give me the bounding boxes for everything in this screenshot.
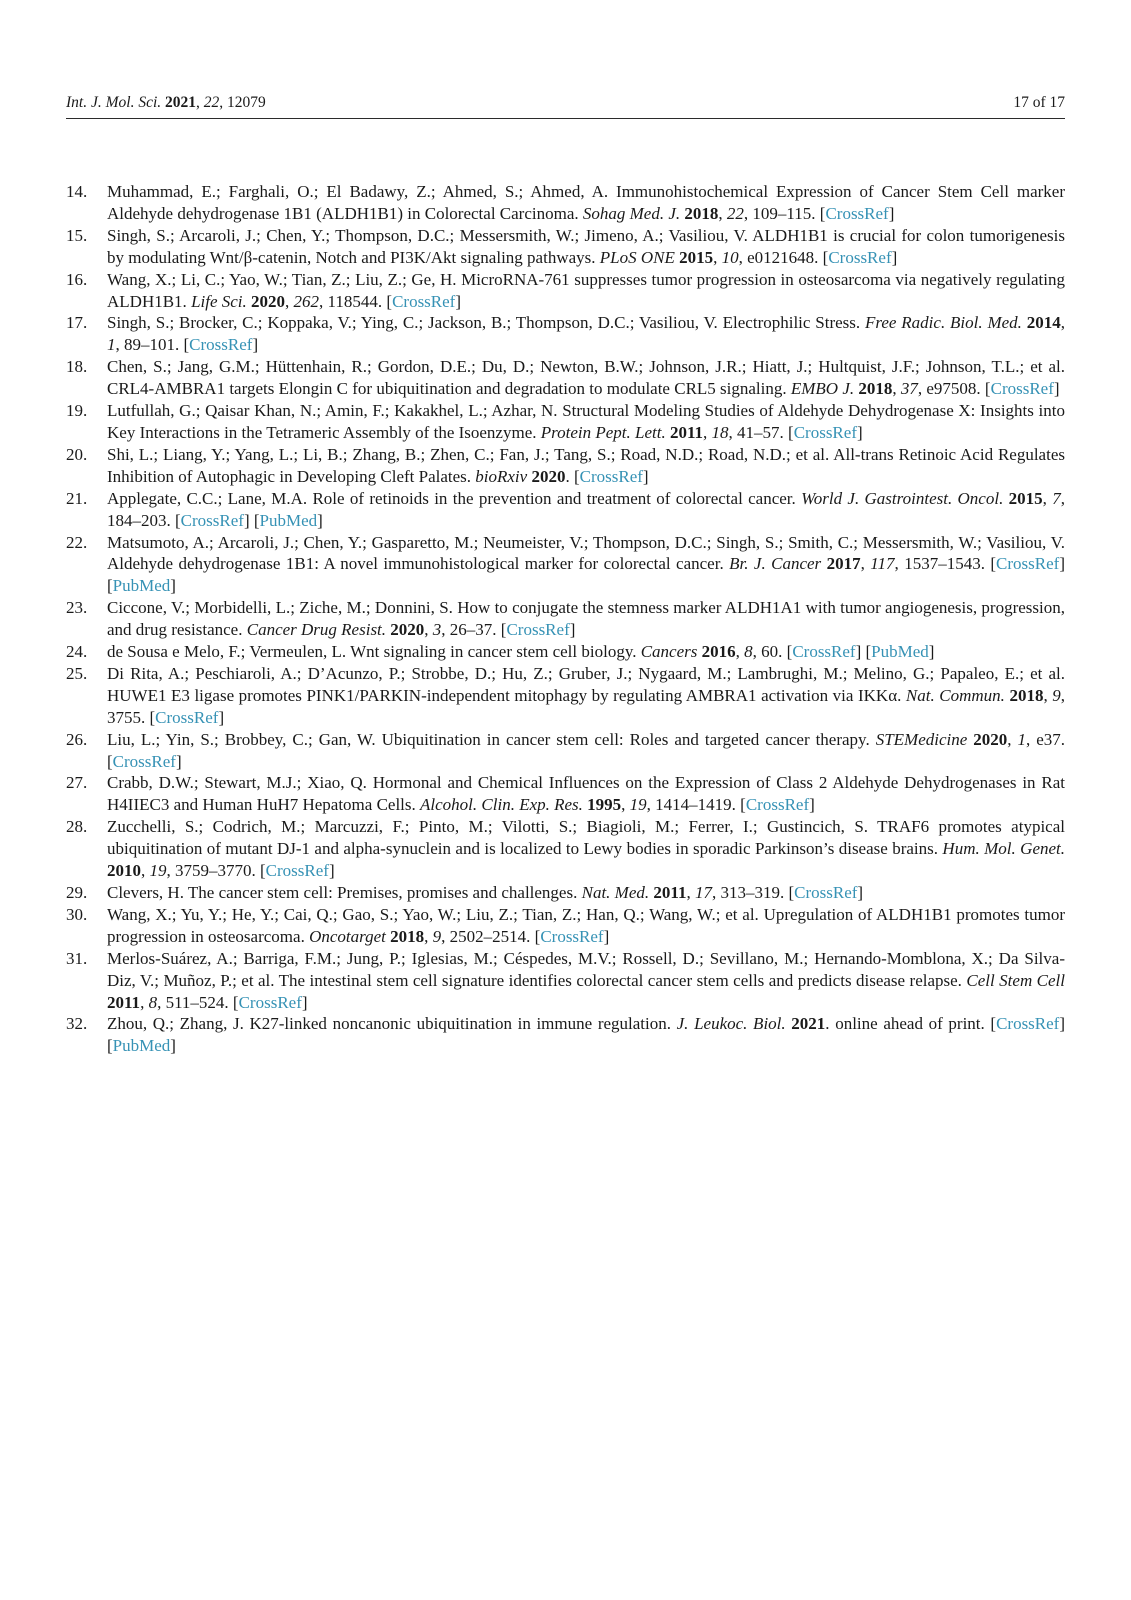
text-segment: 2018	[858, 379, 893, 399]
text-segment: ]	[569, 620, 576, 640]
text-segment: ]	[1053, 379, 1060, 399]
text-segment: STEMedicine	[875, 729, 974, 749]
text-segment: Singh, S.; Arcaroli, J.; Chen, Y.; Thompson, D.C.; Messersmith, W.; Jimeno, A.; Vasiliou, V. ALDH1B1 is crucial for colon tumorigenesis by modulating Wnt/β-catenin, Notch and PI3K/Akt signaling pathways.	[107, 225, 1065, 267]
text-segment: Crabb, D.W.; Stewart, M.J.; Xiao, Q. Hormonal and Chemical Influences on the Expression of Class 2 Aldehyde Dehydrogenases in Rat H4IIEC3 and Human HuH7 Hepatoma Cells.	[107, 773, 1065, 815]
pubmed-link[interactable]: PubMed	[871, 642, 929, 662]
text-segment: 17	[694, 883, 712, 902]
text-segment: Free Radic. Biol. Med.	[865, 313, 1027, 333]
reference-item	[66, 663, 1065, 729]
text-segment: , 89–101. [	[115, 335, 190, 355]
text-segment: 19	[629, 795, 647, 815]
text-segment: 1	[1017, 729, 1026, 749]
text-segment: Chen, S.; Jang, G.M.; Hüttenhain, R.; Gordon, D.E.; Du, D.; Newton, B.W.; Johnson, J.R.; Hiatt, J.; Hultquist, J.F.; Johnson, T.L.; et al. CRL4-AMBRA1 targets Elongin C for ubiquitination and degradation to modulate CRL5 signaling.	[107, 357, 1065, 399]
text-segment: 2010	[107, 861, 141, 881]
crossref-link[interactable]: CrossRef	[825, 203, 889, 223]
page-number-indicator: 17 of 17	[1013, 94, 1065, 111]
text-segment: , e0121648. [	[738, 247, 829, 267]
text-segment: , 511–524. [	[157, 992, 239, 1012]
text-segment: ,	[1007, 729, 1018, 749]
text-segment: Int. J. Mol. Sci.	[66, 94, 166, 111]
text-segment: Life Sci.	[191, 291, 252, 311]
text-segment: Lutfullah, G.; Qaisar Khan, N.; Amin, F.; Kakakhel, L.; Azhar, N. Structural Modeling Studies of Aldehyde Dehydrogenase X: Insights into Key Interactions in the Tetrameric Assembly of the Isoenzyme.	[107, 401, 1065, 442]
reference-text	[107, 226, 1065, 267]
reference-item	[66, 597, 1065, 641]
reference-item	[66, 225, 1065, 269]
reference-number: 22.	[66, 532, 88, 552]
text-segment: ]	[252, 335, 259, 355]
reference-item	[66, 181, 1065, 225]
text-segment: Sohag Med. J.	[582, 203, 685, 223]
text-segment: 2018	[1009, 685, 1044, 705]
pubmed-link[interactable]: PubMed	[112, 576, 171, 596]
crossref-link[interactable]: CrossRef	[793, 422, 857, 442]
reference-text	[107, 270, 1065, 311]
text-segment: 2018	[684, 203, 719, 223]
text-segment: ]	[603, 926, 610, 946]
reference-number: 31.	[66, 948, 88, 968]
reference-list	[66, 181, 1065, 1057]
reference-number: 15.	[66, 225, 88, 245]
reference-text	[107, 598, 1065, 639]
reference-text	[107, 357, 1065, 398]
reference-item	[66, 532, 1065, 598]
text-segment: ]	[455, 291, 462, 311]
text-segment: 2015	[679, 247, 714, 267]
text-segment: ,	[424, 620, 433, 640]
reference-item	[66, 948, 1065, 1014]
crossref-link[interactable]: CrossRef	[112, 751, 176, 771]
text-segment: Oncotarget	[309, 926, 391, 946]
reference-item	[66, 904, 1065, 948]
text-segment: , 313–319. [	[711, 883, 795, 902]
text-segment: . [	[565, 466, 580, 486]
reference-text	[107, 182, 1065, 223]
crossref-link[interactable]: CrossRef	[996, 554, 1060, 574]
text-segment: Cancer Drug Resist.	[246, 620, 391, 640]
text-segment: ]	[809, 795, 815, 815]
text-segment: , 3755. [	[107, 685, 1065, 727]
crossref-link[interactable]: CrossRef	[828, 247, 892, 267]
reference-text	[107, 773, 1065, 814]
text-segment: 2020	[251, 291, 286, 311]
reference-item	[66, 444, 1065, 488]
text-segment: ] [	[855, 642, 872, 662]
header-rule	[66, 118, 1065, 119]
text-segment: Clevers, H. The cancer stem cell: Premises, promises and challenges.	[107, 883, 582, 902]
text-segment: ,	[718, 203, 727, 223]
reference-text	[107, 949, 1065, 1012]
text-segment: ]	[891, 247, 898, 267]
text-segment: ] [	[107, 1014, 1066, 1056]
text-segment: ,	[141, 861, 150, 881]
text-segment: ]	[170, 1036, 176, 1056]
text-segment: EMBO J.	[790, 379, 859, 399]
text-segment: 2020	[973, 729, 1008, 749]
text-segment: 3	[432, 620, 442, 640]
text-segment: , 60. [	[752, 642, 793, 662]
reference-number: 20.	[66, 444, 88, 464]
reference-number: 30.	[66, 904, 88, 924]
reference-number: 28.	[66, 817, 88, 837]
text-segment: ,	[713, 247, 722, 267]
text-segment: , 109–115. [	[743, 203, 826, 223]
reference-item	[66, 641, 1065, 663]
text-segment: ]	[218, 707, 225, 727]
text-segment: ]	[317, 510, 323, 530]
crossref-link[interactable]: CrossRef	[265, 861, 329, 881]
reference-text	[107, 730, 1065, 771]
pubmed-link[interactable]: PubMed	[259, 510, 318, 530]
text-segment: 1995	[587, 795, 622, 815]
reference-number: 19.	[66, 401, 88, 421]
text-segment: 9	[432, 926, 442, 946]
text-segment: ,	[1042, 488, 1053, 508]
reference-number: 23.	[66, 598, 88, 618]
text-segment: ]	[928, 642, 935, 662]
page-header	[66, 94, 1065, 112]
text-segment: , 12079	[219, 94, 266, 111]
text-segment: ] [	[243, 510, 260, 530]
reference-item	[66, 1013, 1065, 1057]
reference-number: 17.	[66, 313, 88, 333]
reference-item	[66, 356, 1065, 400]
reference-number: 18.	[66, 357, 88, 377]
reference-item	[66, 729, 1065, 773]
crossref-link[interactable]: CrossRef	[189, 335, 253, 355]
reference-item	[66, 772, 1065, 816]
text-segment: ,	[860, 554, 871, 574]
text-segment: , 41–57. [	[728, 422, 794, 442]
text-segment: ]	[857, 883, 864, 902]
reference-text	[107, 817, 1065, 880]
reference-text	[107, 401, 1065, 442]
text-segment: , 3759–3770. [	[166, 861, 266, 881]
text-segment: , 26–37. [	[441, 620, 507, 640]
text-segment: ,	[196, 94, 204, 111]
crossref-link[interactable]: CrossRef	[155, 707, 219, 727]
text-segment: 2018	[390, 926, 425, 946]
text-segment: 2011	[107, 992, 141, 1012]
text-segment: PLoS ONE	[599, 247, 680, 267]
text-segment: Alcohol. Clin. Exp. Res.	[420, 795, 588, 815]
text-segment: ,	[892, 379, 901, 399]
text-segment: 18	[711, 422, 729, 442]
text-segment: Protein Pept. Lett.	[540, 422, 670, 442]
reference-text	[107, 883, 863, 902]
text-segment: 2021	[165, 94, 197, 111]
text-segment: bioRxiv	[475, 466, 532, 486]
reference-text	[107, 1014, 1065, 1055]
text-segment: 8	[148, 992, 158, 1012]
text-segment: , 1537–1543. [	[894, 554, 997, 574]
text-segment: ] [	[107, 554, 1065, 596]
text-segment: ,	[1043, 685, 1053, 705]
reference-number: 32.	[66, 1014, 88, 1034]
pubmed-link[interactable]: PubMed	[112, 1036, 171, 1056]
text-segment: Liu, L.; Yin, S.; Brobbey, C.; Gan, W. Ubiquitination in cancer stem cell: Roles and targeted cancer therapy.	[107, 729, 876, 749]
reference-number: 21.	[66, 488, 88, 508]
text-segment: Cell Stem Cell	[966, 970, 1065, 990]
text-segment: Applegate, C.C.; Lane, M.A. Role of retinoids in the prevention and treatment of colorectal cancer.	[107, 488, 802, 508]
text-segment: ,	[686, 883, 695, 902]
reference-number: 16.	[66, 269, 88, 289]
reference-number: 27.	[66, 773, 88, 793]
crossref-link[interactable]: CrossRef	[506, 620, 570, 640]
text-segment: 7	[1052, 488, 1061, 508]
reference-item	[66, 312, 1065, 356]
reference-number: 26.	[66, 729, 88, 749]
text-segment: Wang, X.; Li, C.; Yao, W.; Tian, Z.; Liu, Z.; Ge, H. MicroRNA-761 suppresses tumor progression in osteosarcoma via negatively regulating ALDH1B1.	[107, 269, 1065, 311]
text-segment: 117	[870, 554, 895, 574]
text-segment: ,	[621, 795, 630, 815]
text-segment: 9	[1052, 685, 1061, 705]
crossref-link[interactable]: CrossRef	[745, 795, 810, 815]
text-segment: 37	[900, 379, 918, 399]
text-segment: ,	[1060, 313, 1065, 333]
reference-text	[107, 313, 1065, 354]
text-segment: Wang, X.; Yu, Y.; He, Y.; Cai, Q.; Gao, S.; Yao, W.; Liu, Z.; Tian, Z.; Han, Q.; Wang, W.; et al. Upregulation of ALDH1B1 promotes tumor progression in osteosarcoma.	[107, 904, 1065, 946]
reference-text	[107, 642, 934, 661]
reference-text	[107, 664, 1065, 727]
text-segment: J. Leukoc. Biol.	[676, 1014, 792, 1034]
text-segment: ]	[301, 992, 308, 1012]
text-segment: , 118544. [	[319, 291, 393, 311]
text-segment: Ciccone, V.; Morbidelli, L.; Ziche, M.; Donnini, S. How to conjugate the stemness marker ALDH1A1 with tumor angiogenesis, progression, and drug resistance.	[107, 598, 1065, 640]
text-segment: Singh, S.; Brocker, C.; Koppaka, V.; Ying, C.; Jackson, B.; Thompson, D.C.; Vasiliou, V. Electrophilic Stress.	[107, 313, 865, 333]
text-segment: ,	[735, 642, 745, 662]
reference-item	[66, 269, 1065, 313]
text-segment: ]	[175, 751, 182, 771]
text-segment: 2017	[826, 554, 861, 574]
text-segment: Br. J. Cancer	[729, 554, 827, 574]
text-segment: , e37. [	[107, 729, 1066, 771]
reference-text	[107, 445, 1065, 486]
text-segment: Di Rita, A.; Peschiaroli, A.; D’Acunzo, P.; Strobbe, D.; Hu, Z.; Gruber, J.; Nygaard, M.; Lambrughi, M.; Melino, G.; Papaleo, E.; et al. HUWE1 E3 ligase promotes PINK1/PARKIN-independent mitophagy by regulating AMBRA1 activation via IKKα.	[107, 663, 1065, 705]
text-segment: ,	[140, 992, 149, 1012]
text-segment: ]	[642, 466, 649, 486]
reference-item	[66, 488, 1065, 532]
crossref-link[interactable]: CrossRef	[540, 926, 604, 946]
text-segment: 1	[107, 335, 116, 355]
text-segment: Matsumoto, A.; Arcaroli, J.; Chen, Y.; Gasparetto, M.; Neumeister, V.; Thompson, D.C.; Singh, S.; Smith, C.; Messersmith, W.; Vasiliou, V. Aldehyde dehydrogenase 1B1: A novel immunohistological marker for colorectal cancer.	[107, 532, 1065, 574]
text-segment: 10	[721, 247, 739, 267]
reference-item	[66, 400, 1065, 444]
crossref-link[interactable]: CrossRef	[180, 510, 244, 530]
text-segment: 22	[726, 203, 744, 223]
reference-number: 29.	[66, 883, 88, 902]
crossref-link[interactable]: CrossRef	[792, 642, 856, 662]
text-segment: ]	[328, 861, 335, 881]
text-segment: 2021	[791, 1014, 826, 1034]
text-segment: ,	[424, 926, 433, 946]
text-segment: 2016	[701, 642, 736, 662]
reference-number: 25.	[66, 663, 88, 683]
text-segment: 19	[149, 861, 167, 881]
text-segment: de Sousa e Melo, F.; Vermeulen, L. Wnt signaling in cancer stem cell biology.	[107, 642, 641, 662]
text-segment: 2011	[653, 883, 687, 902]
text-segment: 2020	[531, 466, 566, 486]
text-segment: Muhammad, E.; Farghali, O.; El Badawy, Z.; Ahmed, S.; Ahmed, A. Immunohistochemical Expression of Cancer Stem Cell marker Aldehyde dehydrogenase 1B1 (ALDH1B1) in Colorectal Carcinoma.	[107, 182, 1065, 223]
text-segment: ]	[170, 576, 176, 596]
text-segment: ,	[703, 422, 712, 442]
text-segment: 2015	[1008, 488, 1043, 508]
text-segment: World J. Gastrointest. Oncol.	[801, 488, 1009, 508]
text-segment: ]	[888, 203, 895, 223]
text-segment: 8	[744, 642, 753, 662]
text-segment: Nat. Commun.	[905, 685, 1010, 705]
text-segment: , 1414–1419. [	[646, 795, 746, 815]
text-segment: Nat. Med.	[581, 883, 654, 902]
reference-item	[66, 816, 1065, 882]
text-segment: , 184–203. [	[107, 488, 1066, 530]
crossref-link[interactable]: CrossRef	[392, 291, 456, 311]
reference-number: 14.	[66, 182, 88, 201]
text-segment: Cancers	[640, 642, 702, 662]
text-segment: Zhou, Q.; Zhang, J. K27-linked noncanonic ubiquitination in immune regulation.	[107, 1014, 677, 1034]
reference-number: 24.	[66, 642, 88, 662]
text-segment: ,	[285, 291, 294, 311]
text-segment: 262	[293, 291, 320, 311]
text-segment: Merlos-Suárez, A.; Barriga, F.M.; Jung, P.; Iglesias, M.; Céspedes, M.V.; Rossell, D.; Sevillano, M.; Hernando-Momblona, X.; Da Silva-Diz, V.; Muñoz, P.; et al. The intestinal stem cell signature identifies colorectal cancer stem cells and predicts disease relapse.	[107, 948, 1065, 990]
text-segment: 2011	[669, 422, 704, 442]
text-segment: , 2502–2514. [	[441, 926, 541, 946]
text-segment: , e97508. [	[917, 379, 991, 399]
crossref-link[interactable]: CrossRef	[990, 379, 1054, 399]
journal-citation	[66, 94, 266, 112]
text-segment: Zucchelli, S.; Codrich, M.; Marcuzzi, F.; Pinto, M.; Vilotti, S.; Biagioli, M.; Ferrer, I.; Gustincich, S. TRAF6 promotes atypical ubiquitination of mutant DJ-1 and alpha-synuclein and is localized to Lewy bodies in sporadic Parkinson’s disease brains.	[107, 817, 1065, 859]
text-segment: Hum. Mol. Genet.	[942, 839, 1066, 859]
crossref-link[interactable]: CrossRef	[579, 466, 643, 486]
reference-item	[66, 882, 1065, 904]
text-segment: ]	[856, 422, 863, 442]
crossref-link[interactable]: CrossRef	[996, 1014, 1060, 1034]
reference-text	[107, 533, 1065, 596]
text-segment: Shi, L.; Liang, Y.; Yang, L.; Li, B.; Zhang, B.; Zhen, C.; Fan, J.; Tang, S.; Road, N.D.; Road, N.D.; et al. All-trans Retinoic Acid Regulates Inhibition of Autophagic in Developing Cleft Palates.	[107, 444, 1065, 486]
text-segment: 22	[203, 94, 220, 111]
crossref-link[interactable]: CrossRef	[238, 992, 302, 1012]
reference-text	[107, 905, 1065, 946]
reference-text	[107, 489, 1065, 530]
text-segment: 2020	[390, 620, 425, 640]
text-segment: 2014	[1026, 313, 1061, 333]
crossref-link[interactable]: CrossRef	[794, 883, 858, 902]
text-segment: . online ahead of print. [	[825, 1014, 997, 1034]
